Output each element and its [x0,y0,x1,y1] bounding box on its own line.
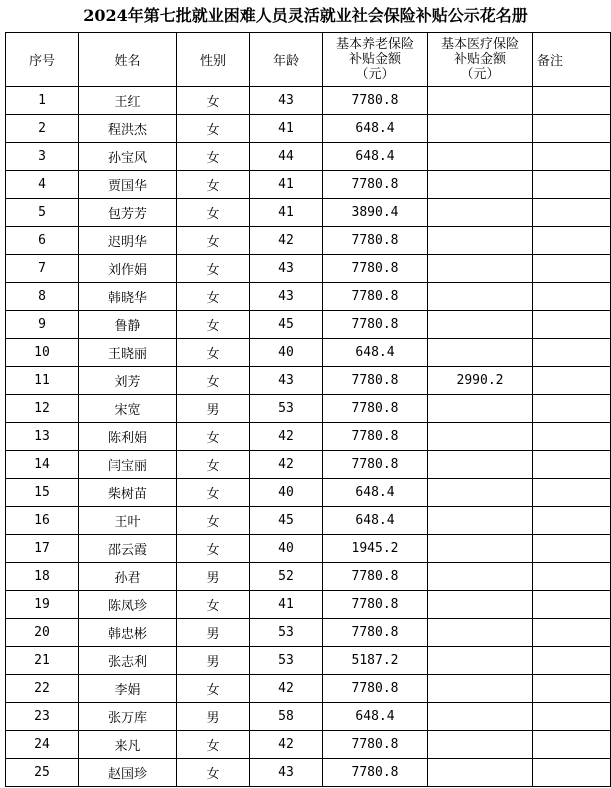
cell-index: 20 [6,619,79,647]
cell-name: 张志利 [79,647,177,675]
cell-age: 43 [250,87,323,115]
cell-note [533,535,611,563]
cell-name: 韩忠彬 [79,619,177,647]
cell-pension-subsidy: 7780.8 [323,283,428,311]
header-gender: 性别 [177,33,250,87]
cell-age: 58 [250,703,323,731]
cell-pension-subsidy: 648.4 [323,479,428,507]
cell-pension-subsidy: 7780.8 [323,367,428,395]
cell-name: 孙宝风 [79,143,177,171]
cell-note [533,703,611,731]
cell-index: 6 [6,227,79,255]
cell-name: 陈凤珍 [79,591,177,619]
cell-gender: 女 [177,535,250,563]
cell-note [533,339,611,367]
cell-note [533,199,611,227]
cell-gender: 女 [177,171,250,199]
cell-note [533,563,611,591]
cell-medical-subsidy [428,479,533,507]
cell-medical-subsidy [428,759,533,787]
cell-gender: 女 [177,227,250,255]
cell-name: 宋宽 [79,395,177,423]
cell-name: 李娟 [79,675,177,703]
cell-pension-subsidy: 1945.2 [323,535,428,563]
cell-name: 王红 [79,87,177,115]
cell-index: 15 [6,479,79,507]
table-row [6,143,611,171]
cell-medical-subsidy [428,591,533,619]
cell-medical-subsidy [428,227,533,255]
cell-pension-subsidy: 7780.8 [323,591,428,619]
cell-note [533,731,611,759]
cell-gender: 女 [177,115,250,143]
cell-pension-subsidy: 7780.8 [323,423,428,451]
table-row [6,367,611,395]
roster-table [5,32,611,787]
cell-index: 8 [6,283,79,311]
table-row [6,339,611,367]
cell-gender: 男 [177,563,250,591]
cell-age: 41 [250,591,323,619]
header-pension-subsidy [323,33,428,87]
cell-index: 9 [6,311,79,339]
cell-name: 赵国珍 [79,759,177,787]
cell-gender: 女 [177,731,250,759]
cell-name: 迟明华 [79,227,177,255]
cell-age: 44 [250,143,323,171]
cell-note [533,619,611,647]
cell-age: 40 [250,479,323,507]
header-medical-line2: 补贴金额 [453,52,506,67]
table-row [6,759,611,787]
cell-index: 13 [6,423,79,451]
cell-index: 23 [6,703,79,731]
cell-pension-subsidy: 7780.8 [323,255,428,283]
cell-medical-subsidy [428,507,533,535]
cell-medical-subsidy [428,339,533,367]
cell-pension-subsidy: 7780.8 [323,227,428,255]
cell-medical-subsidy [428,115,533,143]
cell-pension-subsidy: 648.4 [323,703,428,731]
cell-medical-subsidy [428,255,533,283]
cell-note [533,423,611,451]
cell-index: 24 [6,731,79,759]
cell-index: 14 [6,451,79,479]
cell-medical-subsidy [428,731,533,759]
cell-age: 45 [250,507,323,535]
cell-note [533,451,611,479]
cell-note [533,395,611,423]
cell-index: 10 [6,339,79,367]
cell-name: 鲁静 [79,311,177,339]
cell-name: 程洪杰 [79,115,177,143]
table-row [6,507,611,535]
cell-pension-subsidy: 648.4 [323,507,428,535]
header-age: 年龄 [250,33,323,87]
cell-note [533,591,611,619]
cell-medical-subsidy: 2990.2 [428,367,533,395]
cell-age: 41 [250,199,323,227]
cell-name: 张万库 [79,703,177,731]
table-row [6,563,611,591]
cell-pension-subsidy: 7780.8 [323,395,428,423]
cell-index: 3 [6,143,79,171]
header-pension-line2: 补贴金额 [348,52,401,67]
cell-medical-subsidy [428,87,533,115]
table-row [6,619,611,647]
cell-pension-subsidy: 648.4 [323,143,428,171]
cell-note [533,283,611,311]
cell-gender: 男 [177,647,250,675]
cell-age: 42 [250,451,323,479]
cell-note [533,143,611,171]
cell-age: 42 [250,731,323,759]
cell-name: 刘芳 [79,367,177,395]
cell-note [533,115,611,143]
table-row [6,731,611,759]
cell-medical-subsidy [428,171,533,199]
cell-age: 42 [250,227,323,255]
cell-index: 19 [6,591,79,619]
cell-note [533,479,611,507]
cell-gender: 女 [177,199,250,227]
header-name: 姓名 [79,33,177,87]
cell-note [533,171,611,199]
table-row [6,255,611,283]
page-title: 2024年第七批就业困难人员灵活就业社会保险补贴公示花名册 [83,6,528,25]
cell-gender: 男 [177,619,250,647]
cell-pension-subsidy: 7780.8 [323,87,428,115]
cell-name: 孙君 [79,563,177,591]
table-row [6,423,611,451]
header-pension-line3: （元） [355,67,395,82]
cell-age: 40 [250,535,323,563]
cell-index: 5 [6,199,79,227]
cell-index: 4 [6,171,79,199]
header-medical-line1: 基本医疗保险 [440,37,519,52]
cell-age: 42 [250,423,323,451]
cell-medical-subsidy [428,395,533,423]
cell-note [533,367,611,395]
cell-note [533,311,611,339]
cell-gender: 女 [177,675,250,703]
cell-gender: 女 [177,507,250,535]
cell-name: 陈利娟 [79,423,177,451]
table-row [6,451,611,479]
cell-age: 40 [250,339,323,367]
cell-gender: 女 [177,339,250,367]
header-note: 备注 [533,33,611,87]
table-row [6,479,611,507]
cell-age: 43 [250,255,323,283]
cell-name: 韩晓华 [79,283,177,311]
cell-age: 52 [250,563,323,591]
cell-name: 王叶 [79,507,177,535]
cell-name: 贾国华 [79,171,177,199]
cell-medical-subsidy [428,283,533,311]
cell-name: 闫宝丽 [79,451,177,479]
cell-medical-subsidy [428,199,533,227]
cell-index: 12 [6,395,79,423]
cell-age: 53 [250,619,323,647]
cell-age: 43 [250,367,323,395]
cell-index: 11 [6,367,79,395]
cell-pension-subsidy: 7780.8 [323,563,428,591]
cell-medical-subsidy [428,143,533,171]
cell-pension-subsidy: 648.4 [323,339,428,367]
table-row [6,591,611,619]
table-row [6,311,611,339]
cell-pension-subsidy: 648.4 [323,115,428,143]
cell-medical-subsidy [428,647,533,675]
cell-gender: 女 [177,143,250,171]
table-row [6,395,611,423]
cell-name: 来凡 [79,731,177,759]
roster-body [6,87,611,787]
cell-gender: 女 [177,87,250,115]
header-index: 序号 [6,33,79,87]
cell-gender: 女 [177,759,250,787]
cell-medical-subsidy [428,619,533,647]
cell-age: 45 [250,311,323,339]
cell-pension-subsidy: 7780.8 [323,731,428,759]
table-row [6,675,611,703]
table-row [6,171,611,199]
cell-index: 18 [6,563,79,591]
cell-note [533,87,611,115]
cell-index: 17 [6,535,79,563]
cell-pension-subsidy: 3890.4 [323,199,428,227]
cell-note [533,759,611,787]
cell-index: 25 [6,759,79,787]
table-row [6,115,611,143]
table-row [6,535,611,563]
cell-age: 53 [250,647,323,675]
cell-index: 16 [6,507,79,535]
cell-gender: 男 [177,703,250,731]
cell-gender: 男 [177,395,250,423]
cell-medical-subsidy [428,563,533,591]
cell-index: 22 [6,675,79,703]
cell-medical-subsidy [428,451,533,479]
cell-index: 7 [6,255,79,283]
cell-age: 43 [250,759,323,787]
cell-age: 41 [250,115,323,143]
cell-gender: 女 [177,479,250,507]
cell-pension-subsidy: 7780.8 [323,311,428,339]
cell-name: 刘作娟 [79,255,177,283]
cell-gender: 女 [177,311,250,339]
header-pension-line1: 基本养老保险 [335,37,414,52]
cell-medical-subsidy [428,311,533,339]
cell-index: 1 [6,87,79,115]
cell-pension-subsidy: 7780.8 [323,171,428,199]
cell-gender: 女 [177,591,250,619]
table-row [6,703,611,731]
cell-medical-subsidy [428,423,533,451]
cell-age: 42 [250,675,323,703]
cell-medical-subsidy [428,535,533,563]
cell-note [533,675,611,703]
cell-name: 邵云霞 [79,535,177,563]
table-row [6,647,611,675]
cell-name: 包芳芳 [79,199,177,227]
cell-note [533,255,611,283]
cell-pension-subsidy: 5187.2 [323,647,428,675]
cell-medical-subsidy [428,675,533,703]
cell-pension-subsidy: 7780.8 [323,759,428,787]
table-row [6,227,611,255]
cell-pension-subsidy: 7780.8 [323,619,428,647]
cell-name: 王晓丽 [79,339,177,367]
cell-age: 41 [250,171,323,199]
cell-age: 43 [250,283,323,311]
cell-name: 柴树苗 [79,479,177,507]
cell-index: 2 [6,115,79,143]
cell-gender: 女 [177,451,250,479]
cell-note [533,227,611,255]
header-row [6,33,611,87]
cell-note [533,507,611,535]
table-row [6,283,611,311]
cell-pension-subsidy: 7780.8 [323,675,428,703]
cell-gender: 女 [177,423,250,451]
header-medical-line3: （元） [460,67,500,82]
cell-gender: 女 [177,283,250,311]
cell-age: 53 [250,395,323,423]
cell-gender: 女 [177,367,250,395]
cell-gender: 女 [177,255,250,283]
cell-note [533,647,611,675]
cell-index: 21 [6,647,79,675]
table-row [6,199,611,227]
table-row [6,87,611,115]
cell-pension-subsidy: 7780.8 [323,451,428,479]
cell-medical-subsidy [428,703,533,731]
header-medical-subsidy [428,33,533,87]
